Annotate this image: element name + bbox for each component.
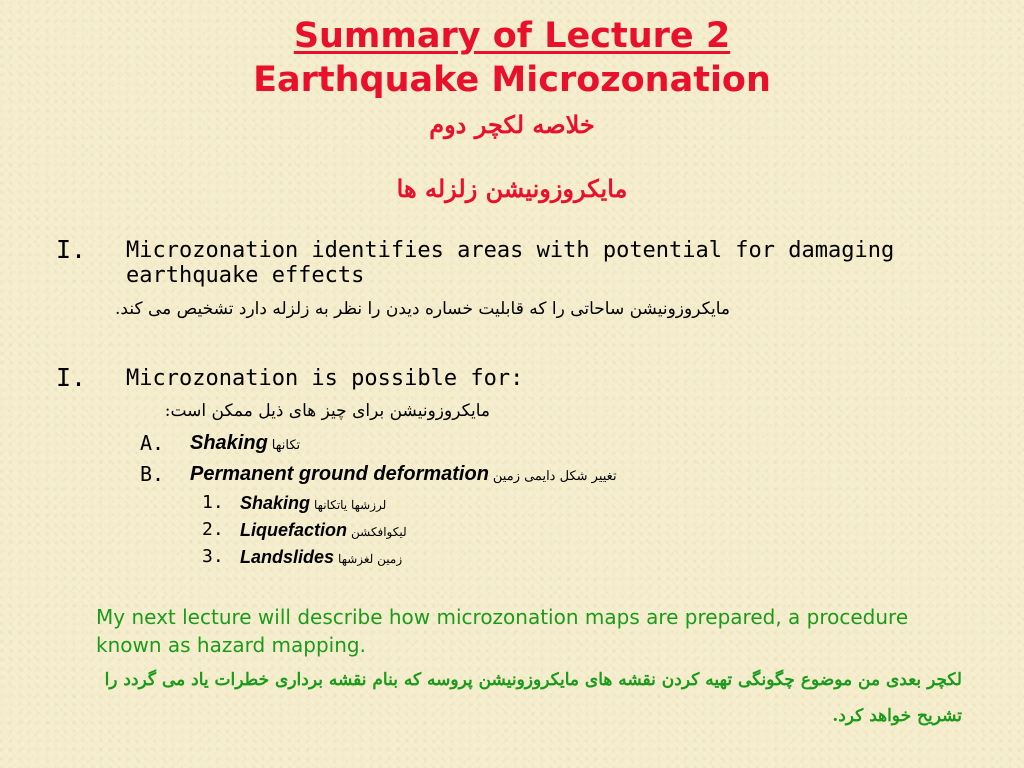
point-2-text: Microzonation is possible for: [126,366,524,391]
subitem-a-label: Shaking [190,432,268,454]
subitem-b-persian: تغییر شکل دایمی زمین [492,469,617,484]
subsub-1-label: Shaking [240,493,311,513]
subsub-1 [240,491,386,517]
subitem-b [190,461,617,490]
subsub-3 [240,545,402,571]
next-lecture-note: My next lecture will describe how microzonation maps are prepared, a procedure known as hazard mapping. [96,605,909,657]
point-1-persian: مایکروزونیشن ساحاتی را که قابلیت خساره دیدن را نظر به زلزله دارد تشخیص می کند. [115,299,730,319]
subsub-1-persian: لرزشها یاتکانها [314,498,387,512]
point-1-text: Microzonation identifies areas with potential for damaging earthquake effects [126,238,895,288]
subsub-2-label: Liquefaction [240,520,347,540]
point-2-marker: I. [56,363,87,392]
lecture-subtitle: Earthquake Microzonation [253,60,771,100]
subsub-2-persian: لیکوافکشن [351,525,407,539]
subitem-a-marker: A. [140,431,165,455]
persian-title: خلاصه لکچر دوم [429,110,595,139]
point-2-persian: مایکروزونیشن برای چیز های ذیل ممکن است: [164,401,490,421]
subsub-1-marker: 1. [202,492,224,513]
subsub-3-label: Landslides [240,547,335,567]
subitem-b-marker: B. [140,462,165,486]
subitem-a-persian: تکانها [271,438,301,453]
point-1-marker: I. [56,235,87,264]
lecture-title: Summary of Lecture 2 [293,16,731,56]
subsub-2-marker: 2. [202,519,224,540]
subsub-3-persian: زمین لغزشها [338,552,403,566]
subsub-2 [240,518,407,544]
persian-subtitle: مایکروزونیشن زلزله ها [396,174,628,203]
subitem-b-label: Permanent ground deformation [190,463,489,485]
next-lecture-note-persian: لکچر بعدی من موضوع چگونگی تهیه کردن نقشه های مایکروزونیشن پروسه که بنام نقشه برداری خطرات یاد می گردد را تشریح خواهد کرد. [104,670,962,726]
subitem-a [190,430,300,459]
subsub-3-marker: 3. [202,546,224,567]
